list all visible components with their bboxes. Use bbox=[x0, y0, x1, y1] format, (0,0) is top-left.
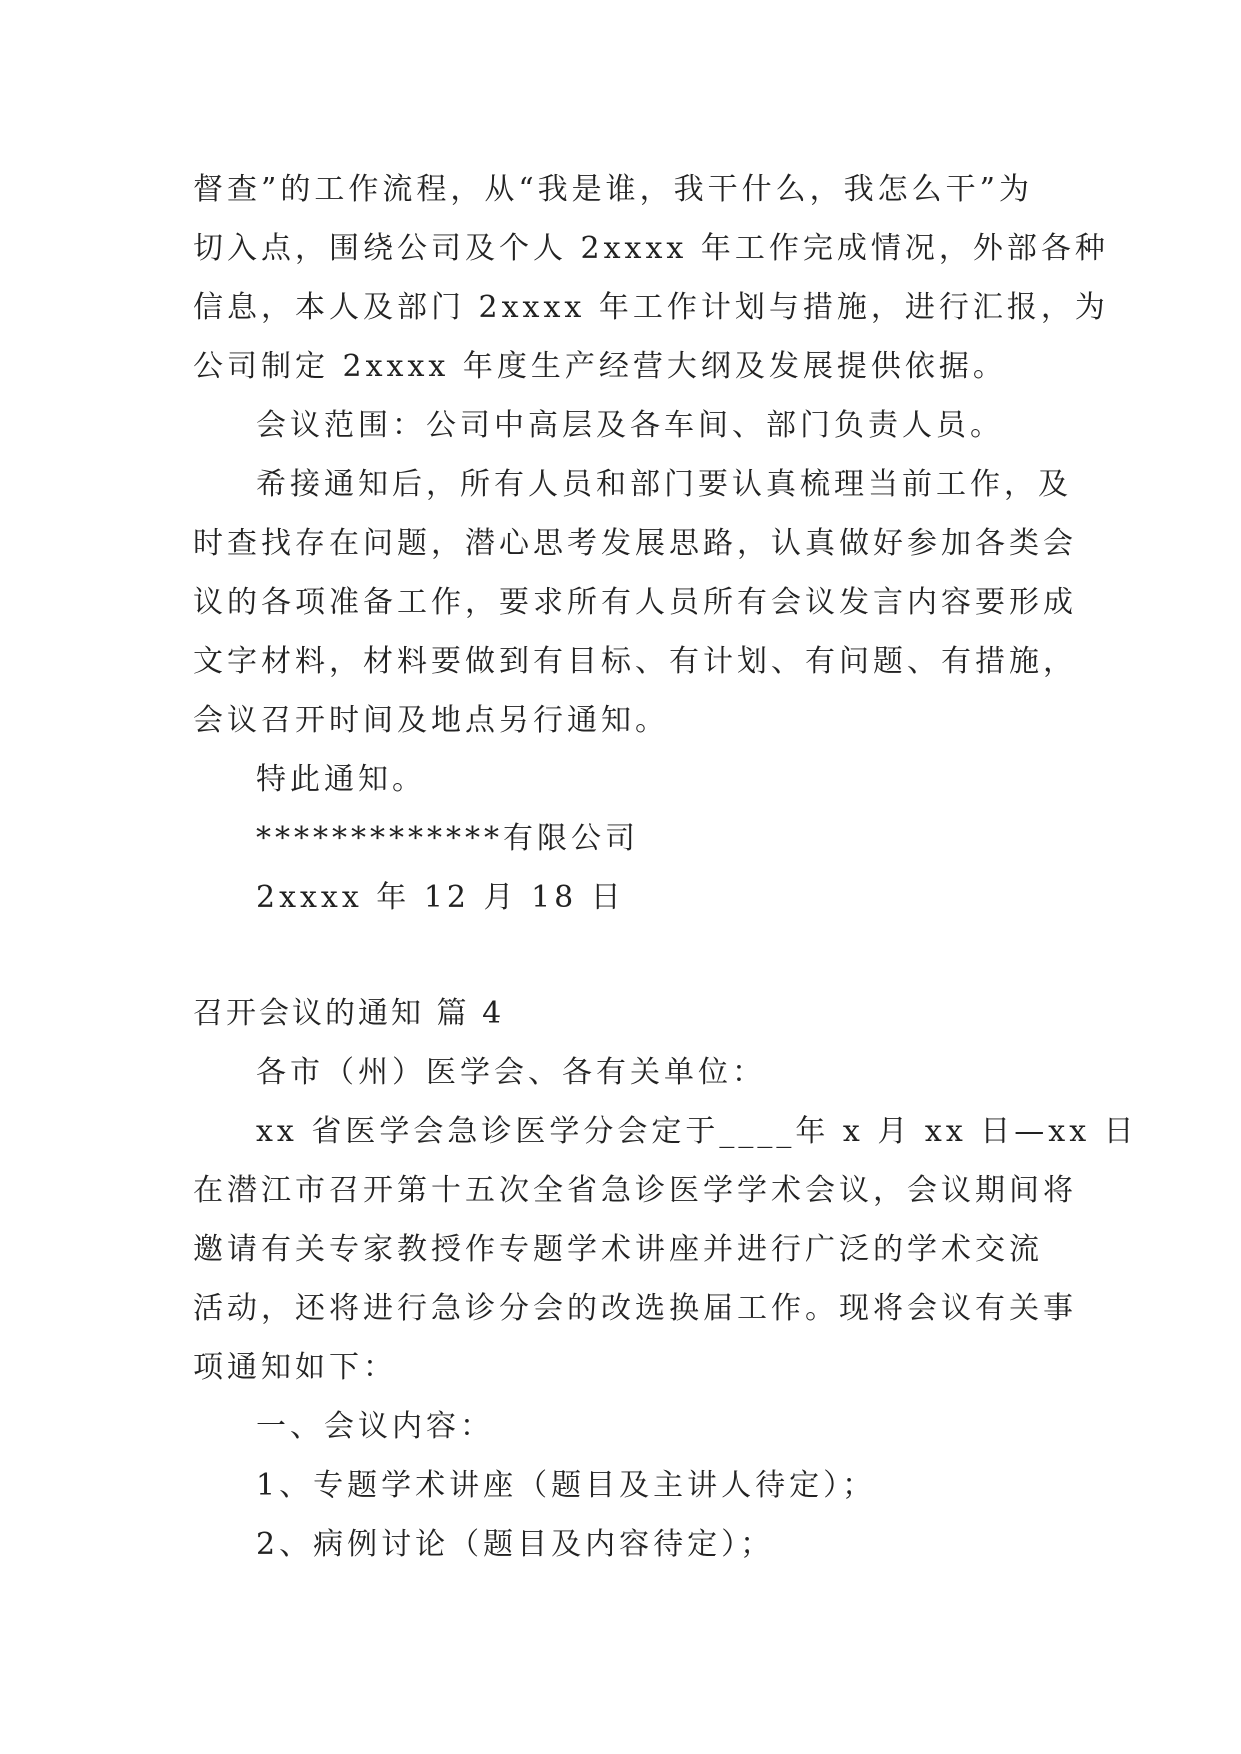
notice-paragraph bbox=[193, 1102, 1138, 1397]
content-list bbox=[193, 1456, 1073, 1574]
text-line: 在潜江市召开第十五次全省急诊医学学术会议，会议期间将 bbox=[193, 1173, 1077, 1208]
text-line: 公司制定 2xxxx 年度生产经营大纲及发展提供依据。 bbox=[193, 349, 1007, 384]
text-line: 文字材料，材料要做到有目标、有计划、有问题、有措施， bbox=[193, 644, 1077, 679]
section-gap bbox=[193, 927, 1073, 984]
closing-text: 特此通知。 bbox=[256, 762, 426, 797]
text-line: 议的各项准备工作，要求所有人员所有会议发言内容要形成 bbox=[193, 585, 1077, 620]
list-item: 1、专题学术讲座（题目及主讲人待定）； bbox=[256, 1468, 877, 1503]
text-line: xx 省医学会急诊医学分会定于____年 x 月 xx 日—xx 日 bbox=[256, 1114, 1138, 1149]
text-line: 项通知如下： bbox=[193, 1350, 397, 1385]
text-line: 切入点，围绕公司及个人 2xxxx 年工作完成情况，外部各种 bbox=[193, 231, 1109, 266]
section-title: 召开会议的通知 篇 4 bbox=[193, 996, 505, 1031]
request-paragraph bbox=[193, 455, 1077, 750]
text-line: 活动，还将进行急诊分会的改选换届工作。现将会议有关事 bbox=[193, 1291, 1077, 1326]
text-line: 邀请有关专家教授作专题学术讲座并进行广泛的学术交流 bbox=[193, 1232, 1043, 1267]
text-line: 会议召开时间及地点另行通知。 bbox=[193, 703, 669, 738]
document-date: 2xxxx 年 12 月 18 日 bbox=[256, 880, 625, 915]
text-line: 希接通知后，所有人员和部门要认真梳理当前工作，及 bbox=[256, 467, 1072, 502]
list-item: 2、病例讨论（题目及内容待定）； bbox=[256, 1527, 775, 1562]
document-body bbox=[193, 160, 1138, 1574]
meeting-scope: 会议范围：公司中高层及各车间、部门负责人员。 bbox=[256, 408, 1004, 443]
company-name: *************有限公司 bbox=[256, 821, 639, 856]
text-line: 时查找存在问题，潜心思考发展思路，认真做好参加各类会 bbox=[193, 526, 1077, 561]
section-one-title: 一、会议内容： bbox=[256, 1409, 494, 1444]
paragraph-continuation bbox=[193, 160, 1109, 396]
text-line: 信息，本人及部门 2xxxx 年工作计划与措施，进行汇报，为 bbox=[193, 290, 1109, 325]
text-line: 督查”的工作流程，从“我是谁，我干什么，我怎么干”为 bbox=[193, 172, 1034, 207]
salutation: 各市（州）医学会、各有关单位： bbox=[256, 1055, 766, 1090]
